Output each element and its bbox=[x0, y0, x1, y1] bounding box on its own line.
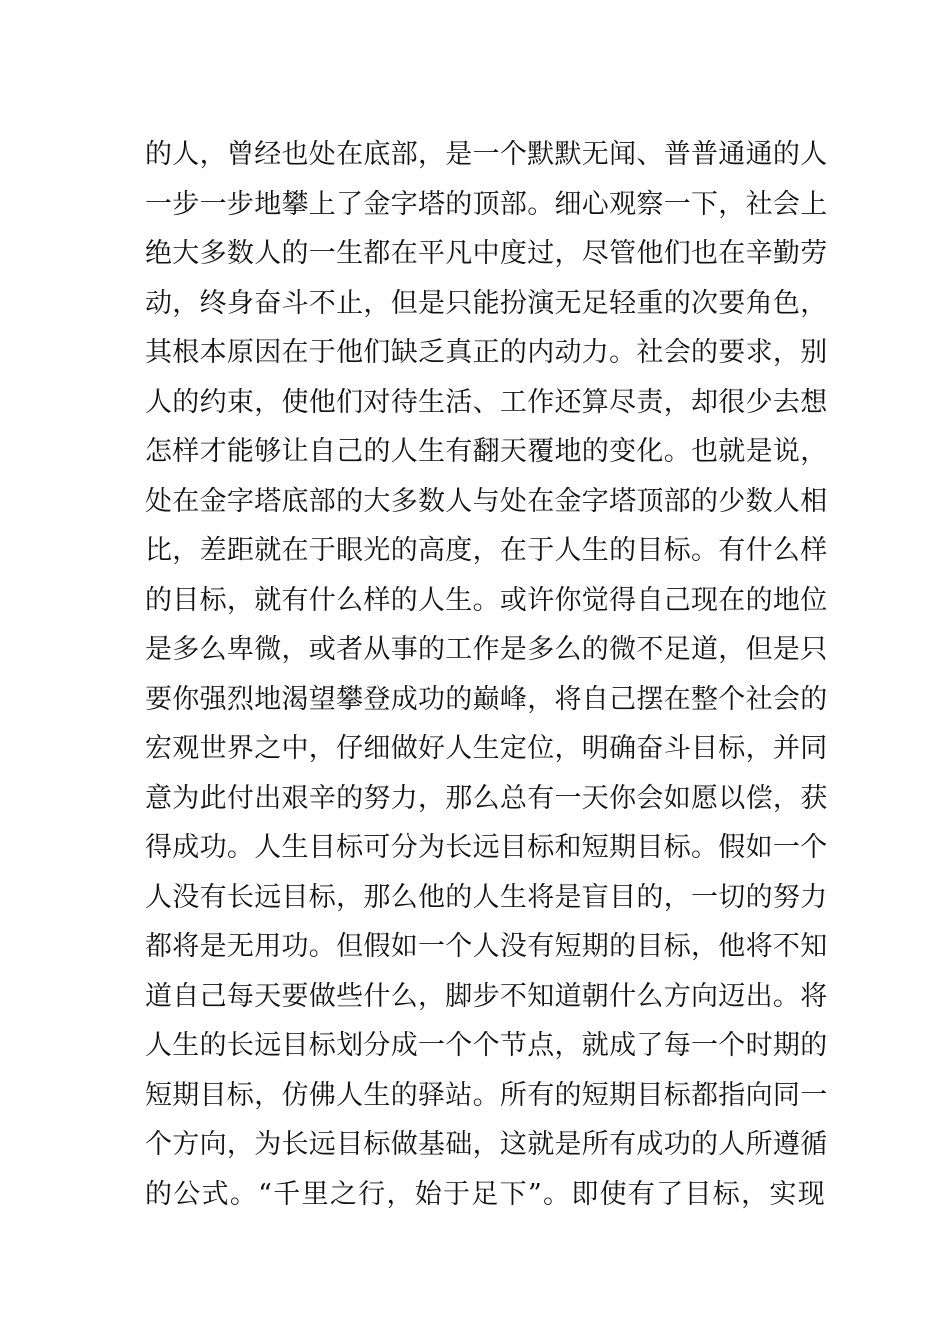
text-line: 道自己每天要做些什么，脚步不知道朝什么方向迈出。将 bbox=[145, 980, 828, 1012]
text-line: 一步一步地攀上了金字塔的顶部。细心观察一下，社会上 bbox=[145, 188, 828, 220]
text-line: 的目标，就有什么样的人生。或许你觉得自己现在的地位 bbox=[145, 584, 828, 616]
text-line: 短期目标，仿佛人生的驿站。所有的短期目标都指向同一 bbox=[145, 1079, 828, 1111]
text-line: 要你强烈地渴望攀登成功的巅峰，将自己摆在整个社会的 bbox=[145, 683, 828, 715]
text-line: 人的约束，使他们对待生活、工作还算尽责，却很少去想 bbox=[145, 386, 828, 418]
text-line: 的公式。“千里之行，始于足下”。即使有了目标，实现 bbox=[145, 1178, 825, 1210]
text-line: 的人，曾经也处在底部，是一个默默无闻、普普通通的人 bbox=[145, 139, 828, 170]
body-text bbox=[145, 130, 828, 1219]
text-line: 都将是无用功。但假如一个人没有短期的目标，他将不知 bbox=[145, 931, 828, 962]
text-line: 比，差距就在于眼光的高度，在于人生的目标。有什么样 bbox=[145, 535, 828, 566]
text-line: 个方向，为长远目标做基础，这就是所有成功的人所遵循 bbox=[145, 1129, 828, 1160]
text-line: 动，终身奋斗不止，但是只能扮演无足轻重的次要角色， bbox=[145, 287, 828, 319]
text-line: 绝大多数人的一生都在平凡中度过，尽管他们也在辛勤劳 bbox=[145, 238, 828, 269]
text-line: 宏观世界之中，仔细做好人生定位，明确奋斗目标，并同 bbox=[145, 733, 828, 764]
text-line: 人没有长远目标，那么他的人生将是盲目的，一切的努力 bbox=[145, 881, 828, 913]
text-line: 是多么卑微，或者从事的工作是多么的微不足道，但是只 bbox=[145, 634, 828, 665]
text-line: 其根本原因在于他们缺乏真正的内动力。社会的要求，别 bbox=[145, 337, 828, 368]
text-line: 人生的长远目标划分成一个个节点，就成了每一个时期的 bbox=[145, 1030, 828, 1061]
text-line: 处在金字塔底部的大多数人与处在金字塔顶部的少数人相 bbox=[145, 485, 828, 517]
text-line: 意为此付出艰辛的努力，那么总有一天你会如愿以偿，获 bbox=[145, 782, 828, 814]
text-line: 怎样才能够让自己的人生有翻天覆地的变化。也就是说， bbox=[145, 436, 828, 467]
text-line: 得成功。人生目标可分为长远目标和短期目标。假如一个 bbox=[145, 832, 828, 863]
